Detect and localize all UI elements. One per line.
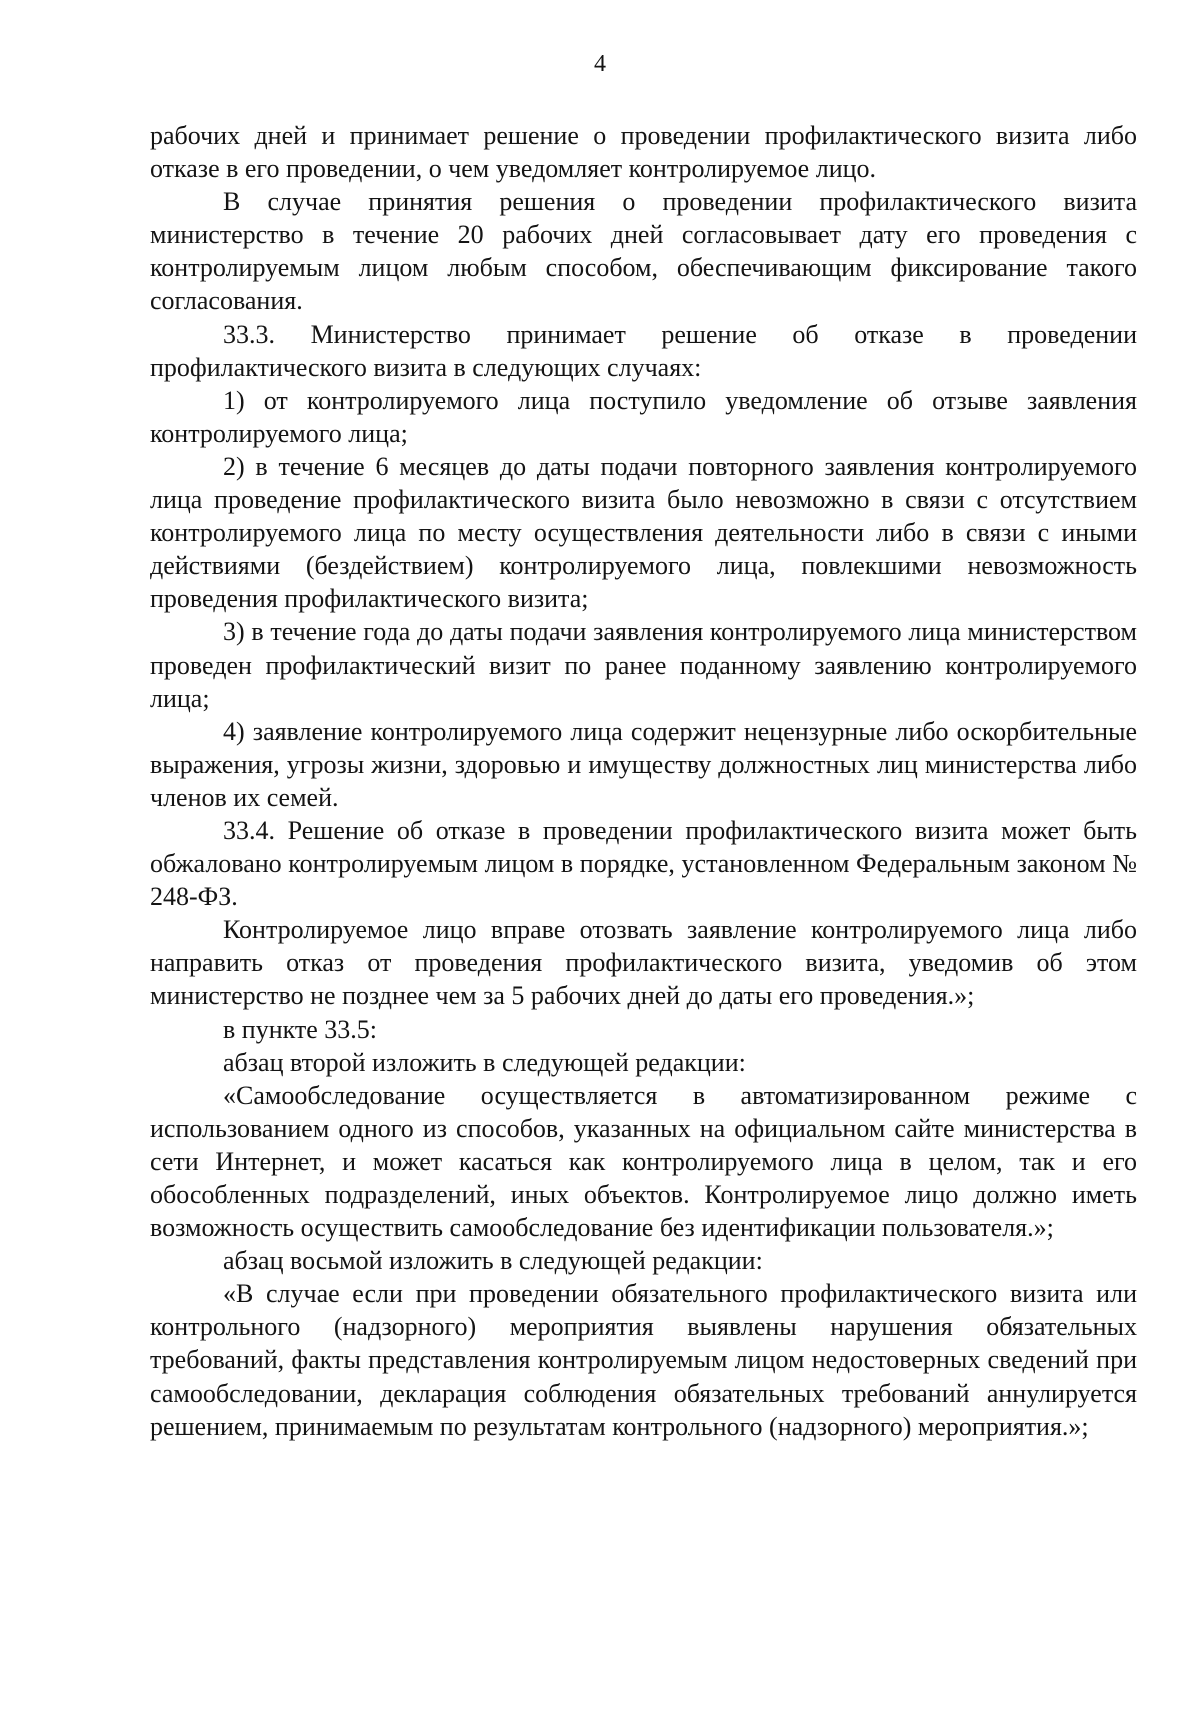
list-item-1: 1) от контролируемого лица поступило уведомление об отзыве заявления контролируемого лица;	[150, 385, 1137, 448]
list-item-2: 2) в течение 6 месяцев до даты подачи повторного заявления контролируемого лица проведение профилактического визита было невозможно в связи с отсутствием контролируемого лица по месту осуществления деятельности либо в связи с иными действиями (бездействием) контролируемого лица, повлекшими невозможность проведения профилактического визита;	[150, 451, 1137, 614]
paragraph-33-4: 33.4. Решение об отказе в проведении профилактического визита может быть обжаловано контролируемым лицом в порядке, установленном Федеральным законом № 248-ФЗ.	[150, 815, 1137, 912]
paragraph-visit-agreement: В случае принятия решения о проведении профилактического визита министерство в течение 20 рабочих дней согласовывает дату его проведения с контролируемым лицом любым способом, обеспечивающим фиксирование такого согласования.	[150, 187, 1137, 316]
page-number: 4	[594, 51, 606, 77]
paragraph-withdrawal: Контролируемое лицо вправе отозвать заявление контролируемого лица либо направить отказ от проведения профилактического визита, уведомив об этом министерство не позднее чем за 5 рабочих дней до даты его проведения.»;	[150, 915, 1137, 1011]
paragraph-second-paragraph-note: абзац второй изложить в следующей редакции:	[223, 1047, 746, 1077]
list-item-3: 3) в течение года до даты подачи заявления контролируемого лица министерством проведен профилактический визит по ранее поданному заявлению контролируемого лица;	[150, 617, 1137, 713]
paragraph-self-examination: «Самообследование осуществляется в автоматизированном режиме с использованием одного из способов, указанных на официальном сайте министерства в сети Интернет, и может касаться как контролируемого лица в целом, так и его обособленных подразделений, иных объектов. Контролируемое лицо должно иметь возможность осуществить самообследование без идентификации пользователя.»;	[150, 1080, 1137, 1243]
list-item-4: 4) заявление контролируемого лица содержит нецензурные либо оскорбительные выражения, угрозы жизни, здоровью и имуществу должностных лиц министерства либо членов их семей.	[150, 716, 1137, 812]
paragraph-declaration-annulment: «В случае если при проведении обязательного профилактического визита или контрольного (надзорного) мероприятия выявлены нарушения обязательных требований, факты представления контролируемым лицом недостоверных сведений при самообследовании, декларация соблюдения обязательных требований аннулируется решением, принимаемым по результатам контрольного (надзорного) мероприятия.»;	[150, 1279, 1137, 1441]
paragraph-clause-33-5: в пункте 33.5:	[223, 1014, 378, 1044]
document-body	[150, 119, 1137, 1443]
paragraph-eighth-paragraph-note: абзац восьмой изложить в следующей редакции:	[223, 1246, 763, 1276]
paragraph-33-3: 33.3. Министерство принимает решение об отказе в проведении профилактического визита в следующих случаях:	[150, 319, 1137, 382]
paragraph-continuation: рабочих дней и принимает решение о проведении профилактического визита либо отказе в его проведении, о чем уведомляет контролируемое лицо.	[150, 121, 1137, 184]
